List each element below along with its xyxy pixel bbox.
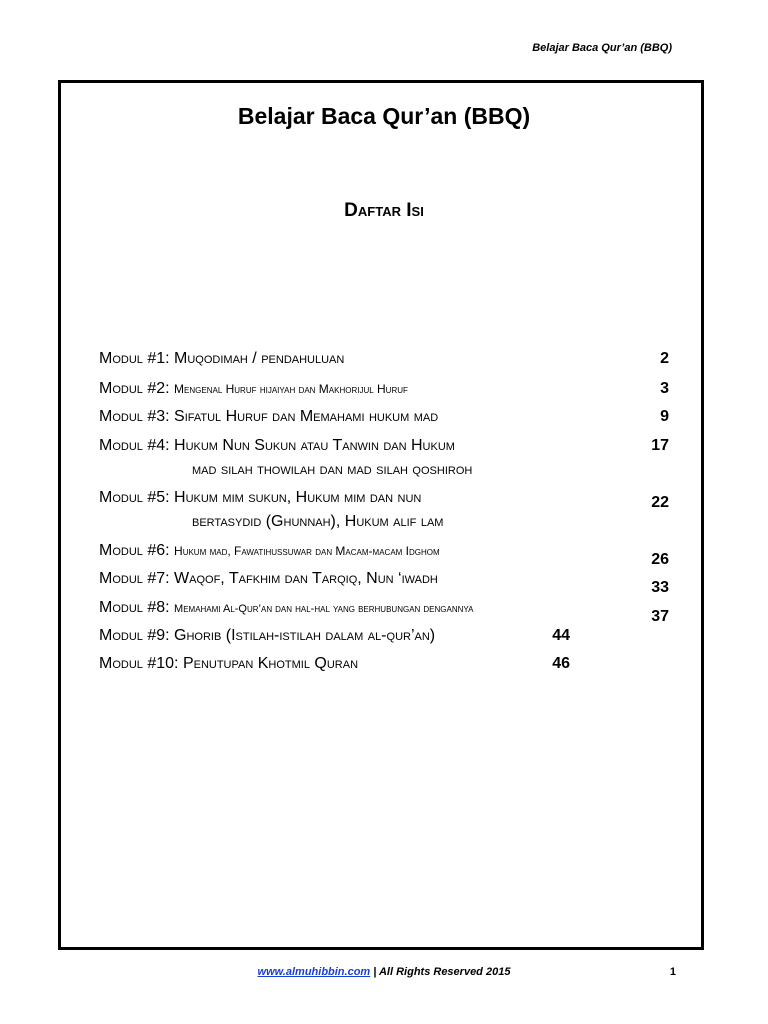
toc-page-10: 46 [552,655,570,672]
toc-entry-9[interactable] [99,627,435,645]
toc-entry-5-continuation: bertasydid (Ghunnah), Hukum alif lam [192,513,444,530]
toc-page-8: 37 [651,608,669,625]
toc-entry-label: Modul #8: [99,599,170,616]
website-link[interactable]: www.almuhibbin.com [257,966,371,978]
toc-entry-10[interactable] [99,655,358,673]
toc-entry-5[interactable] [99,489,421,507]
toc-entry-label: Modul #9: [99,627,170,644]
toc-page-7: 33 [651,579,669,596]
toc-entry-text: Hukum mim sukun, Hukum mim dan nun [174,489,422,506]
page-number: 1 [669,966,676,978]
running-header: Belajar Baca Qur’an (BBQ) [532,42,672,54]
toc-page-2: 3 [660,380,669,397]
toc-entry-3[interactable] [99,408,438,426]
toc-entry-label: Modul #2: [99,380,170,397]
toc-page-9: 44 [552,627,570,644]
rights-text: | All Rights Reserved 2015 [370,966,511,978]
toc-entry-label: Modul #10: [99,655,179,672]
toc-entry-label: Modul #4: [99,437,170,454]
toc-entry-text: Ghorib (Istilah-istilah dalam al-qur’an) [174,627,436,644]
toc-entry-text: Mengenal Huruf hijaiyah dan Makhorijul Huruf [174,382,408,396]
toc-entry-1[interactable] [99,350,344,368]
toc-page-1: 2 [660,350,669,367]
toc-entry-text: Memahami Al-Qur’an dan hal-hal yang berhubungan dengannya [174,603,474,615]
toc-entry-label: Modul #3: [99,408,170,425]
toc-entry-text: Waqof, Tafkhim dan Tarqiq, Nun ‘iwadh [174,570,438,587]
toc-entry-text: Hukum mad, Fawatihussuwar dan Macam-macam Idghom [174,544,440,558]
toc-entry-label: Modul #6: [99,542,170,559]
toc-page-4: 17 [651,437,669,454]
toc-entry-text: Hukum Nun Sukun atau Tanwin dan Hukum [174,437,455,454]
toc-entry-label: Modul #5: [99,489,170,506]
toc-entry-text: Sifatul Huruf dan Memahami hukum mad [174,408,439,425]
toc-entry-label: Modul #1: [99,350,170,367]
toc-entry-text: Muqodimah / pendahuluan [174,350,345,367]
toc-entry-8[interactable] [99,599,473,617]
toc-entry-4-continuation: mad silah thowilah dan mad silah qoshiroh [192,461,473,478]
toc-entry-label: Modul #7: [99,570,170,587]
toc-entry-6[interactable] [99,542,440,560]
toc-heading: Daftar Isi [344,200,424,221]
toc-entry-2[interactable] [99,380,408,398]
toc-entry-4[interactable] [99,437,455,455]
toc-entry-7[interactable] [99,570,438,588]
footer [0,966,768,978]
toc-page-6: 26 [651,551,669,568]
toc-entry-text: Penutupan Khotmil Quran [182,655,359,672]
document-title: Belajar Baca Qur’an (BBQ) [237,103,531,129]
toc-page-3: 9 [660,408,669,425]
toc-page-5: 22 [651,494,669,511]
